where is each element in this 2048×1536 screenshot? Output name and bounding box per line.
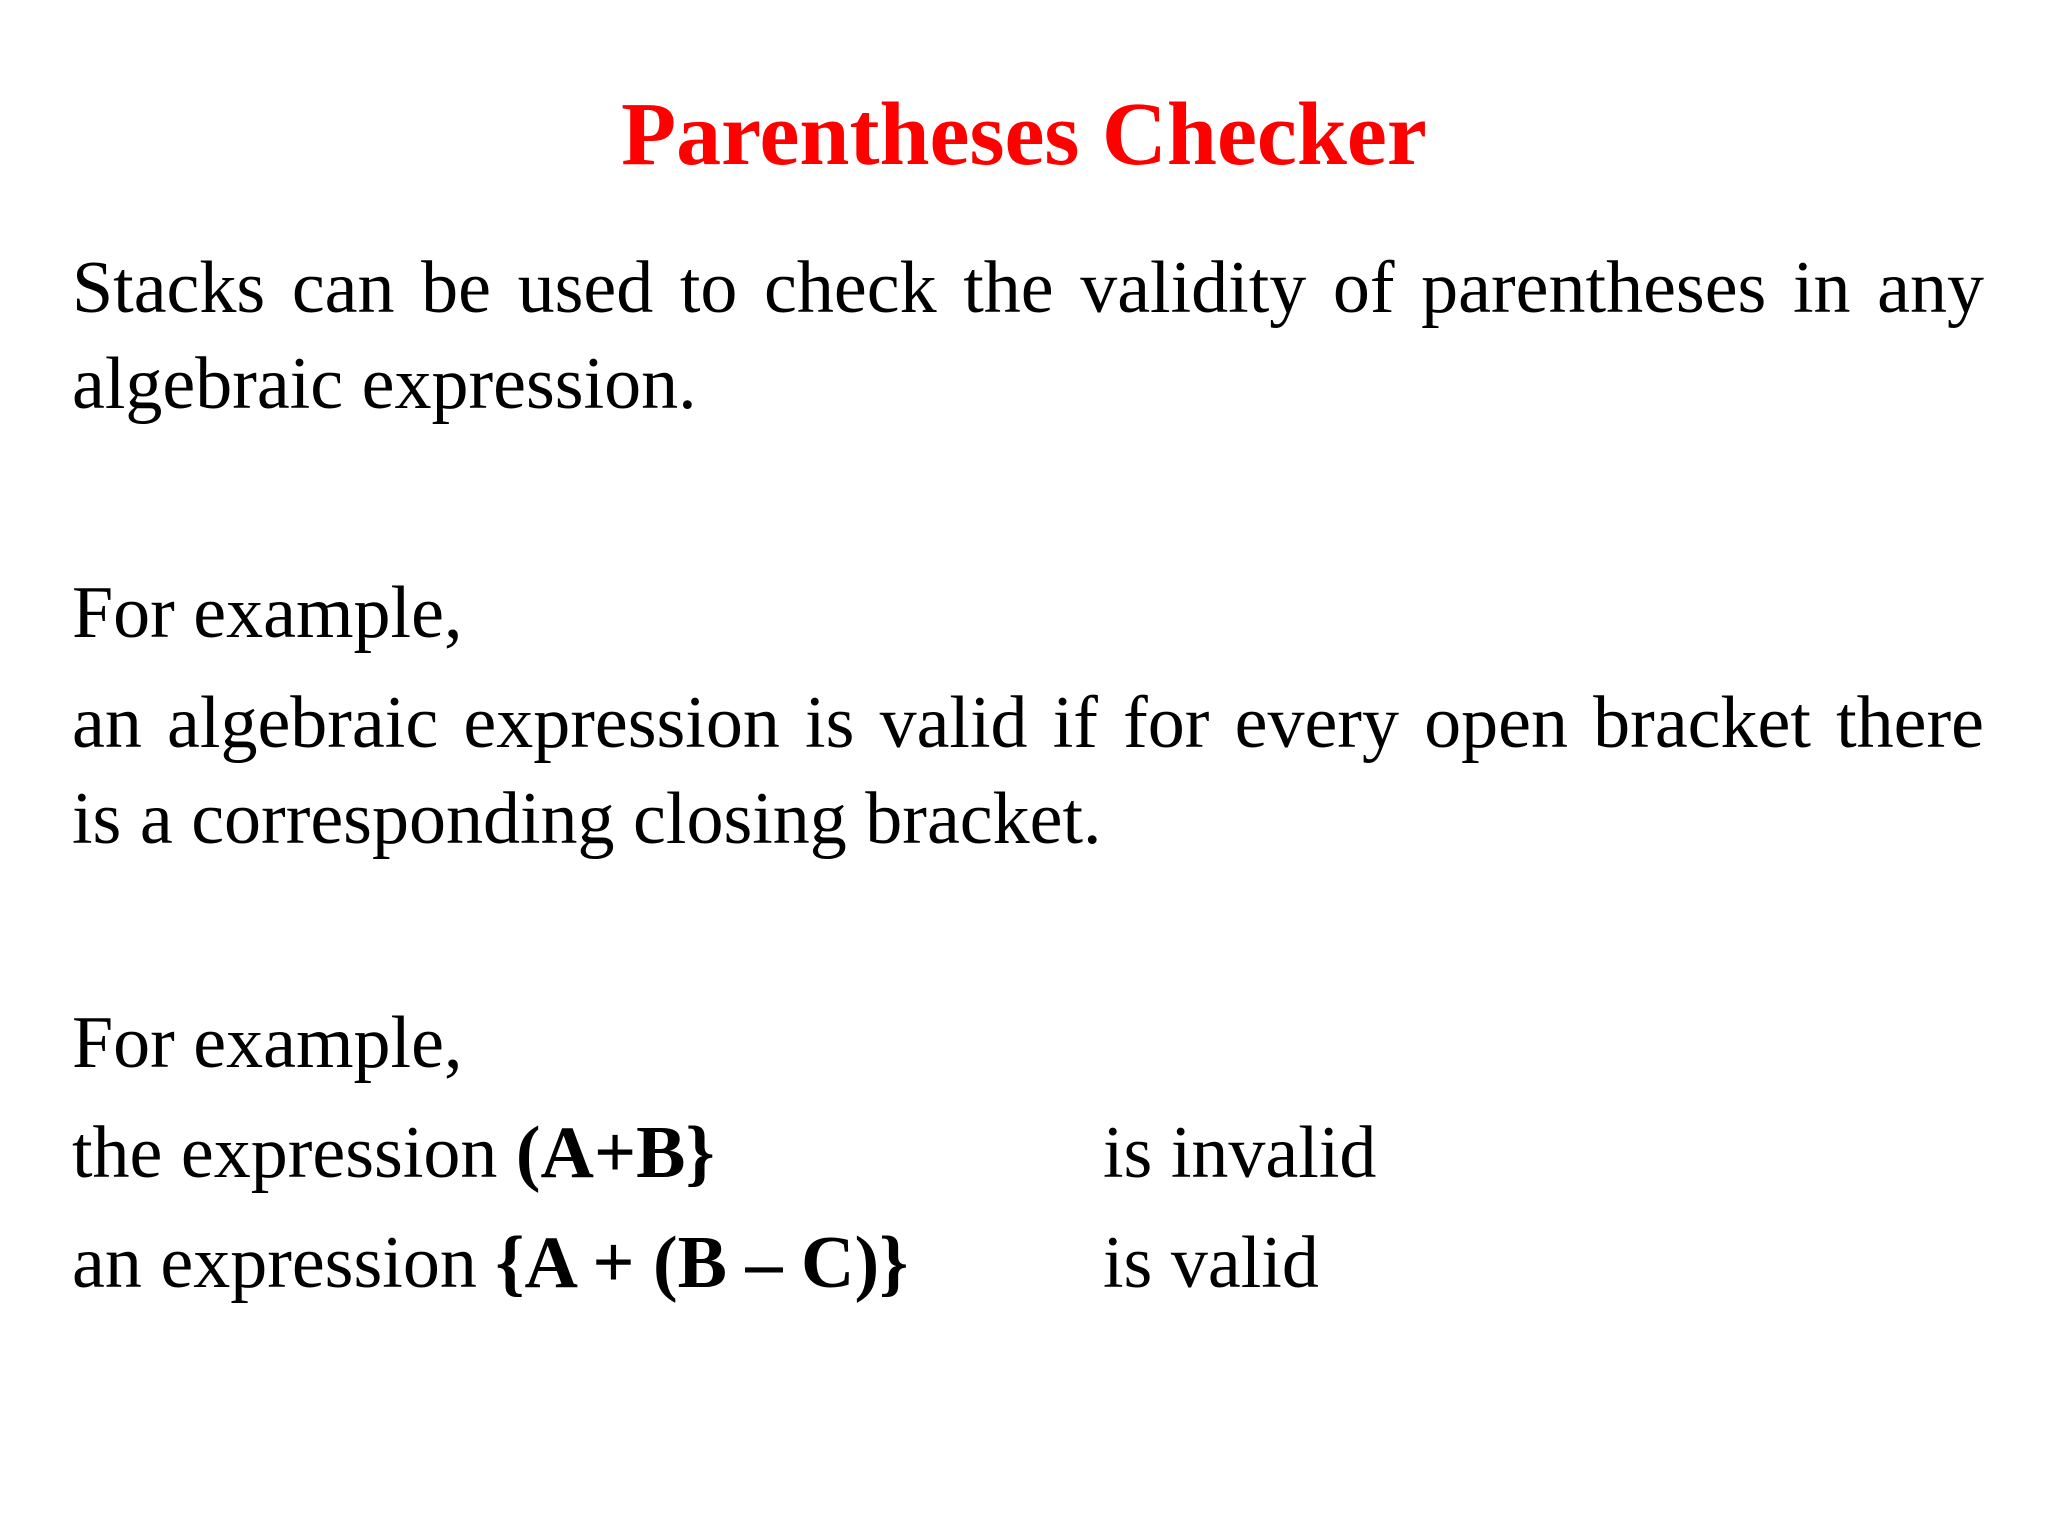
slide-title: Parentheses Checker <box>621 85 1427 184</box>
example-expression: (A+B} <box>515 1112 715 1194</box>
example-prefix: the expression <box>72 1112 516 1194</box>
example-expression: {A + (B – C)} <box>495 1222 909 1304</box>
example-row-valid <box>72 1215 908 1311</box>
intro-paragraph: Stacks can be used to check the validity of parentheses in any algebraic expression. <box>72 247 1984 425</box>
example-row-invalid <box>72 1105 715 1201</box>
example-prefix: an expression <box>72 1222 496 1304</box>
example-label-2: For example, <box>72 1002 463 1084</box>
example-verdict: is invalid <box>1103 1112 1377 1194</box>
rule-paragraph: an algebraic expression is valid if for every open bracket there is a corresponding closing bracket. <box>72 682 1984 860</box>
example-verdict: is valid <box>1103 1222 1319 1304</box>
example-label-1: For example, <box>72 572 463 654</box>
